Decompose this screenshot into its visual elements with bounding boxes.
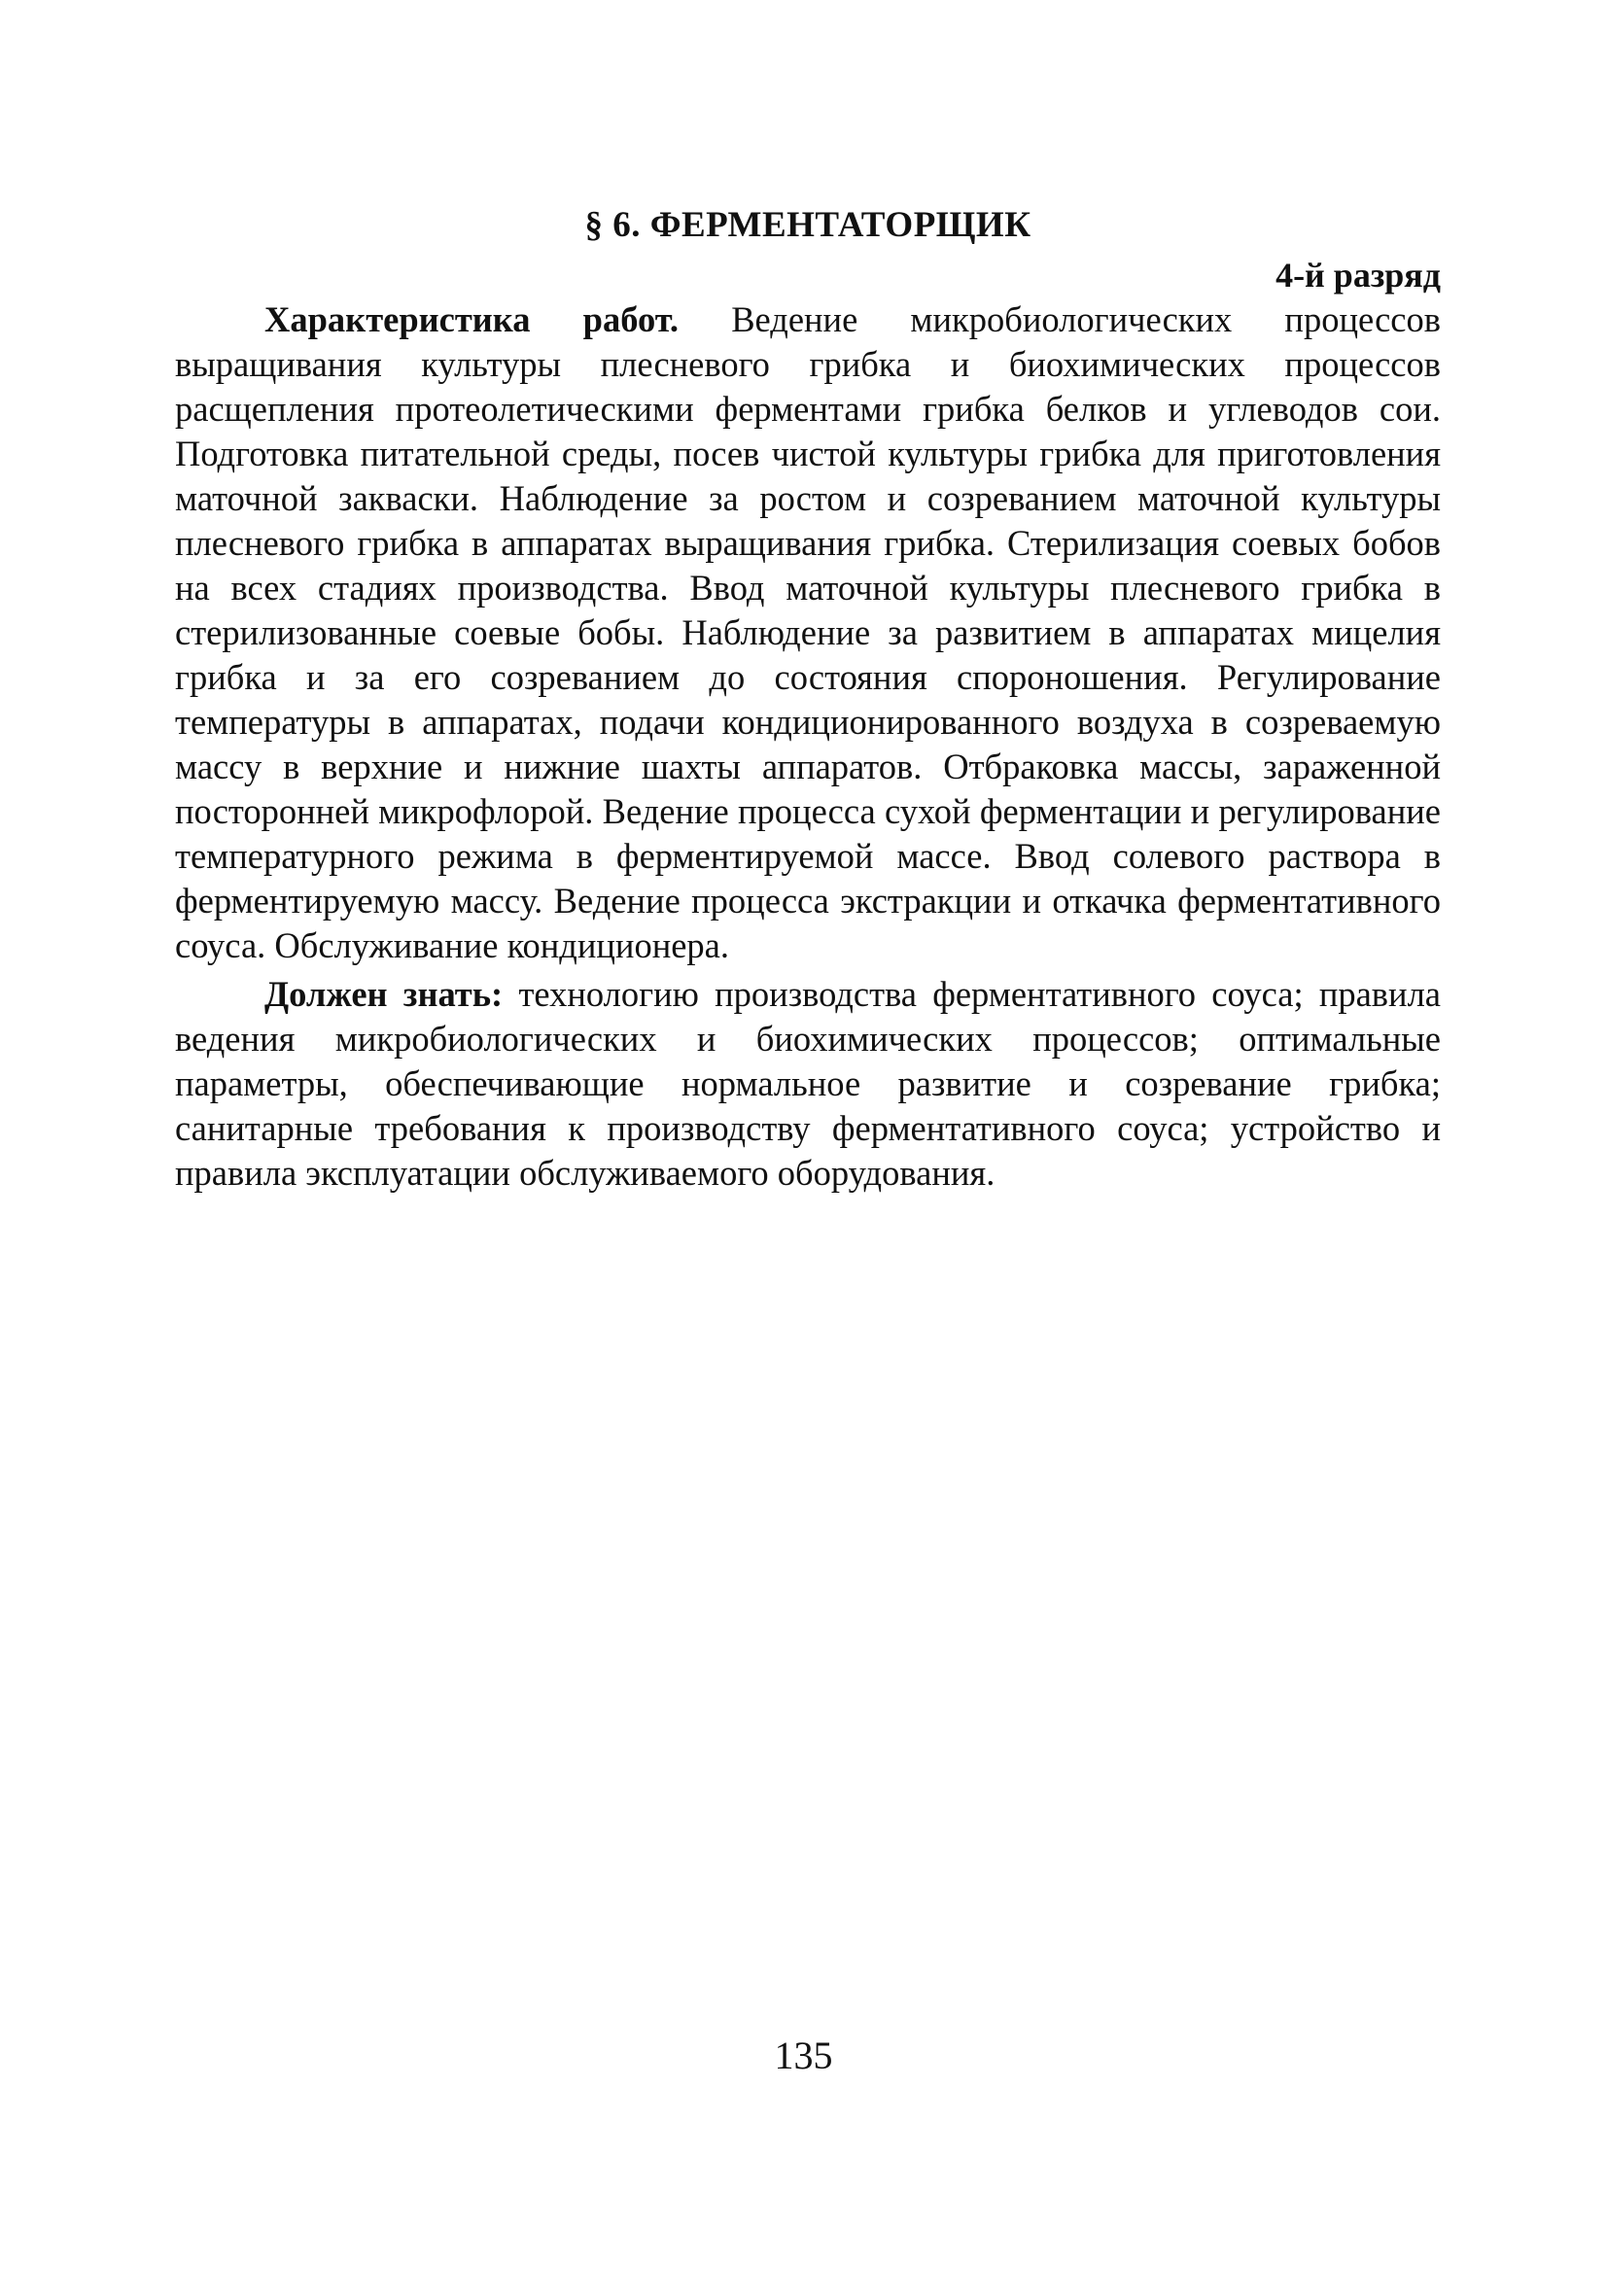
knowledge-paragraph: [175, 972, 1441, 1196]
characteristics-text: Ведение микробиологических процессов выращивания культуры плесневого грибка и биохимических процессов расщепления протеолетическими ферментами грибка белков и углеводов сои. Подготовка питательной среды, посев чистой культуры грибка для приготовления маточной закваски. Наблюдение за ростом и созреванием маточной культуры плесневого грибка в аппаратах выращивания грибка. Стерилизация соевых бобов на всех стадиях производства. Ввод маточной культуры плесневого грибка в стерилизованные соевые бобы. Наблюдение за развитием в аппаратах мицелия грибка и за его созреванием до состояния спороношения. Регулирование температуры в аппаратах, подачи кондиционированного воздуха в созреваемую массу в верхние и нижние шахты аппаратов. Отбраковка массы, зараженной посторонней микрофлорой. Ведение процесса сухой ферментации и регулирование температурного режима в ферментируемой массе. Ввод солевого раствора в ферментируемую массу. Ведение процесса экстракции и откачка ферментативного соуса. Обслуживание кондиционера.: [175, 299, 1441, 965]
knowledge-text: технологию производства ферментативного соуса; правила ведения микробиологических и биохимических процессов; оптимальные параметры, обеспечивающие нормальное развитие и созревание грибка; санитарные требования к производству ферментативного соуса; устройство и правила эксплуатации обслуживаемого оборудования.: [175, 974, 1441, 1193]
grade-label: 4-й разряд: [1275, 256, 1441, 295]
characteristics-paragraph: [175, 297, 1441, 968]
section-title: § 6. ФЕРМЕНТАТОРЩИК: [584, 205, 1031, 245]
page-number: 135: [774, 2034, 833, 2077]
page-content: [175, 202, 1441, 1196]
characteristics-label: Характеристика работ.: [264, 299, 680, 339]
knowledge-label: Должен знать:: [264, 974, 504, 1014]
